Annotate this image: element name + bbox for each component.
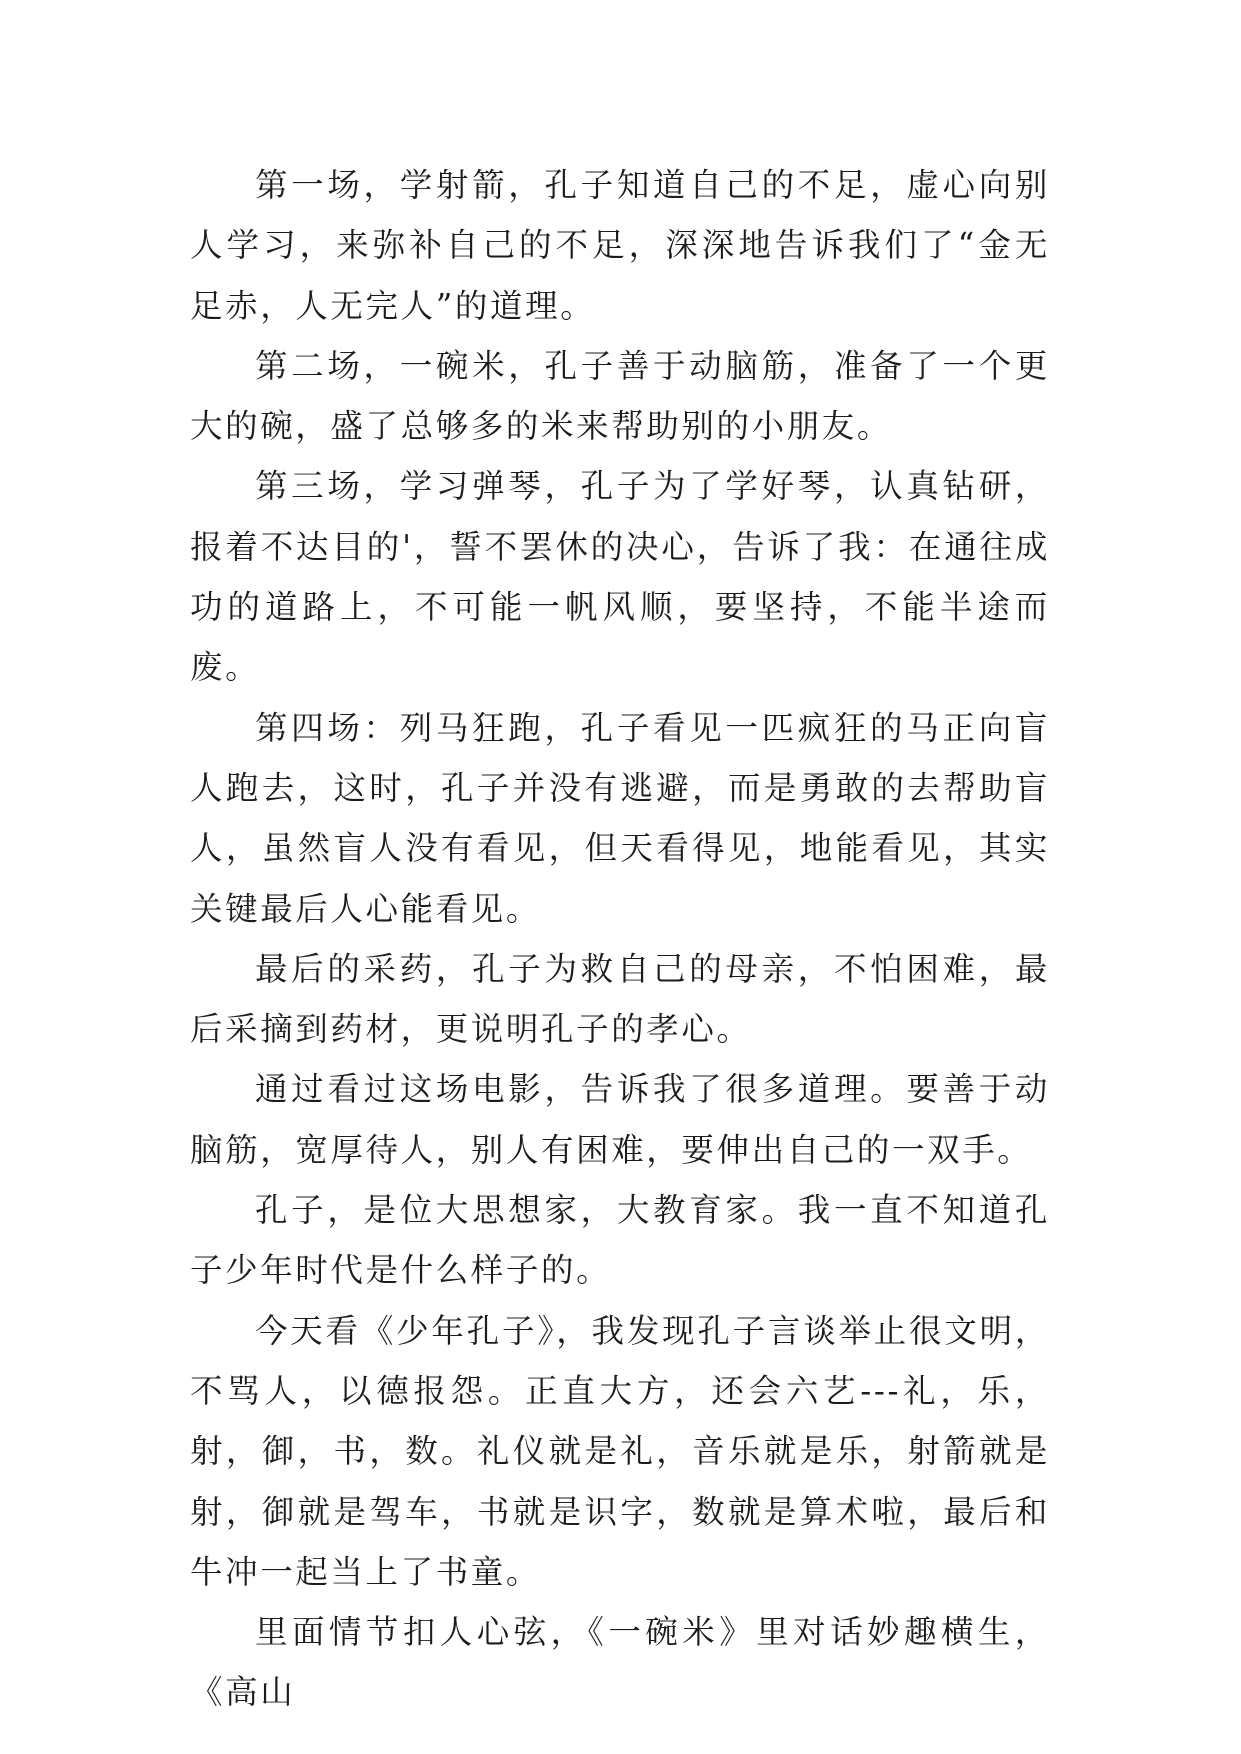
paragraph-plot-comment: 里面情节扣人心弦，《一碗米》里对话妙趣横生，《高山 [190, 1613, 1050, 1712]
paragraph-runaway-horse: 第四场：列马狂跑，孔子看见一匹疯狂的马正向盲人跑去，这时，孔子并没有逃避，而是勇敢的去帮助盲人，虽然盲人没有看见，但天看得见，地能看见，其实关键最后人心能看见。 [190, 708, 1050, 928]
paragraph-confucius-intro: 孔子，是位大思想家，大教育家。我一直不知道孔子少年时代是什么样子的。 [190, 1191, 1050, 1290]
paragraph-bowl-of-rice: 第二场，一碗米，孔子善于动脑筋，准备了一个更大的碗，盛了总够多的米来帮助别的小朋友。 [190, 346, 1050, 446]
paragraph-six-arts: 今天看《少年孔子》，我发现孔子言谈举止很文明，不骂人，以德报怨。正直大方，还会六艺---礼，乐，射，御，书，数。礼仪就是礼，音乐就是乐，射箭就是射，御就是驾车，书就是识字，数就是算术啦，最后和牛冲一起当上了书童。 [190, 1311, 1050, 1591]
paragraph-gathering-herbs: 最后的采药，孔子为救自己的母亲，不怕困难，最后采摘到药材，更说明孔子的孝心。 [190, 949, 1050, 1049]
paragraph-learning-zither: 第三场，学习弹琴，孔子为了学好琴，认真钻研，报着不达目的'，誓不罢休的决心，告诉了我：在通往成功的道路上，不可能一帆风顺，要坚持，不能半途而废。 [190, 467, 1050, 687]
document-body [190, 155, 1050, 1723]
paragraph-archery: 第一场，学射箭，孔子知道自己的不足，虚心向别人学习，来弥补自己的不足，深深地告诉我们了“金无足赤，人无完人”的道理。 [190, 166, 1050, 325]
paragraph-lessons-learned: 通过看过这场电影，告诉我了很多道理。要善于动脑筋，宽厚待人，别人有困难，要伸出自己的一双手。 [190, 1070, 1050, 1169]
